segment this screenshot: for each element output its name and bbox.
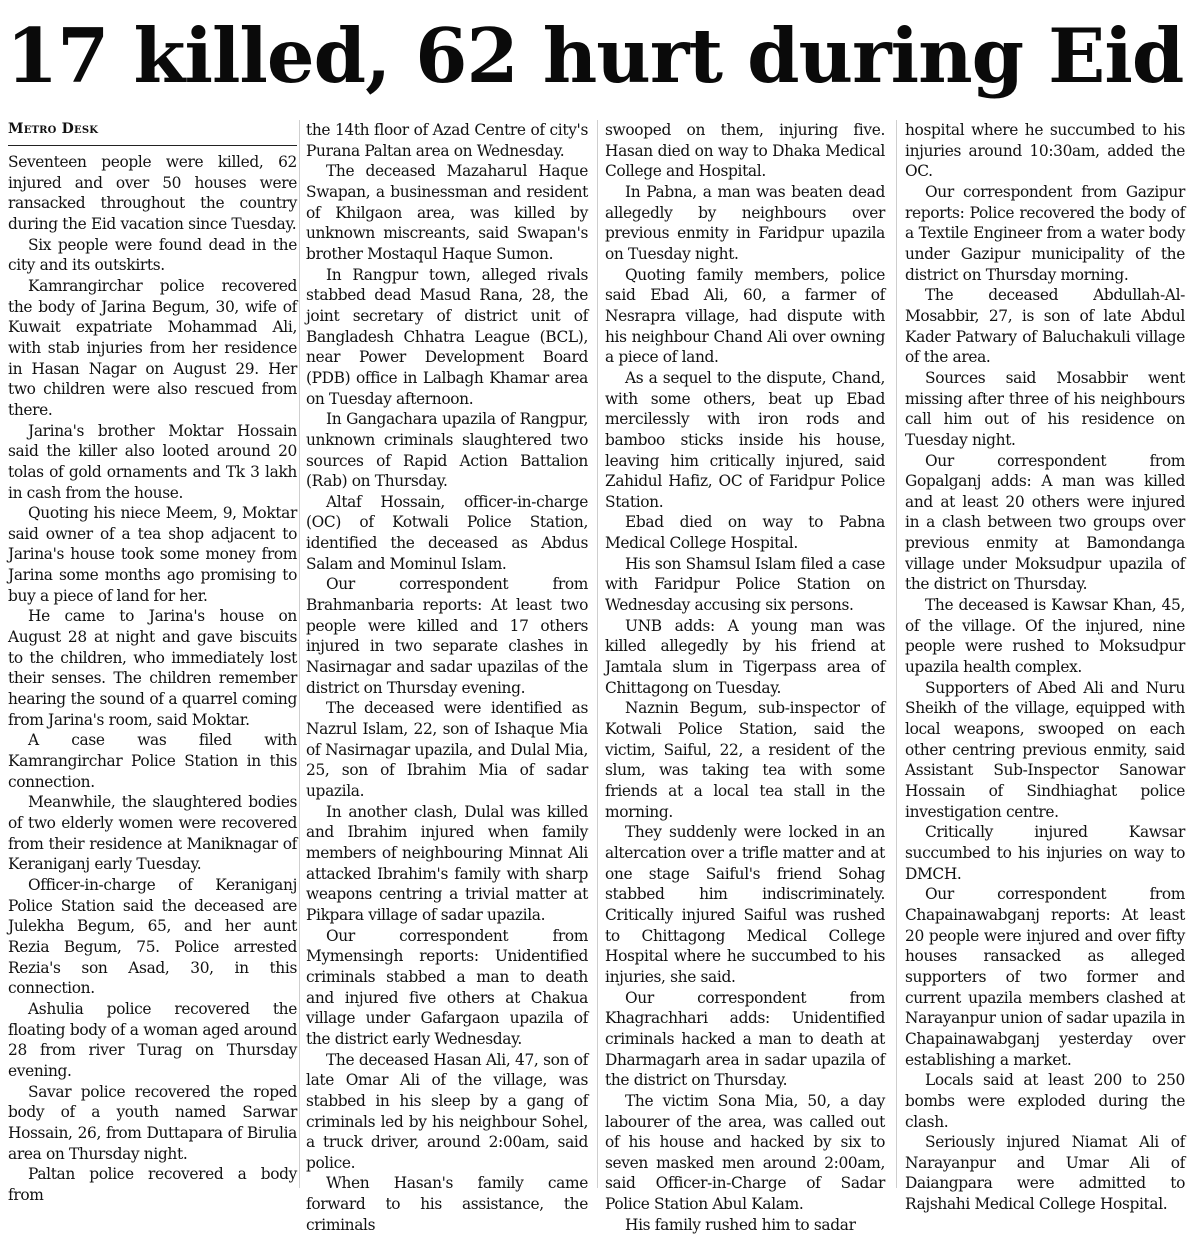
paragraph: Our correspondent from Khagrachhari adds: Unidentified criminals hacked a man to death at Dharmagarh area in sadar upazila of the district on Thursday. (605, 988, 885, 1090)
paragraph: Quoting his niece Meem, 9, Moktar said owner of a tea shop adjacent to Jarina's house took some money from Jarina some months ago promising to buy a piece of land for her. (8, 504, 297, 605)
paragraph: In Rangpur town, alleged rivals stabbed dead Masud Rana, 28, the joint secretary of district unit of Bangladesh Chhatra League (BCL), near Power Development Board (PDB) office in Lalbagh Khamar area on Tuesday afternoon. (306, 265, 588, 408)
paragraph: Our correspondent from Gazipur reports: Police recovered the body of a Textile Engineer from a water body under Gazipur municipality of the district on Thursday morning. (905, 182, 1185, 284)
article-column-2 (306, 120, 588, 1234)
paragraph: The victim Sona Mia, 50, a day labourer of the area, was called out of his house and hacked by six to seven masked men around 2:00am, said Officer-in-Charge of Sadar Police Station Abul Kalam. (605, 1091, 885, 1214)
paragraph: Six people were found dead in the city and its outskirts. (8, 235, 297, 275)
paragraph: His family rushed him to sadar (625, 1215, 856, 1234)
paragraph: swooped on them, injuring five. Hasan died on way to Dhaka Medical College and Hospital. (605, 121, 885, 181)
paragraph: Naznin Begum, sub-inspector of Kotwali Police Station, said the victim, Saiful, 22, a resident of the slum, was taking tea with some friends at a local tea stall in the morning. (605, 699, 885, 821)
paragraph: hospital where he succumbed to his injuries around 10:30am, added the OC. (905, 121, 1185, 181)
paragraph: The deceased Mazaharul Haque Swapan, a businessman and resident of Khilgaon area, was killed by unknown miscreants, said Swapan's brother Mostaqul Haque Sumon. (306, 162, 588, 263)
paragraph: The deceased Abdullah-Al-Mosabbir, 27, is son of late Abdul Kader Patwary of Baluchakuli village of the area. (905, 286, 1185, 367)
article-column-4 (905, 120, 1185, 1214)
paragraph: Seriously injured Niamat Ali of Narayanpur and Umar Ali of Daiangpara were admitted to Rajshahi Medical College Hospital. (905, 1133, 1185, 1214)
paragraph: Our correspondent from Chapainawabganj reports: At least 20 people were injured and over fifty houses ransacked as alleged supporters of two former and current upazila members clashed at Narayanpur union of sadar upazila in Chapainawabganj yesterday over establishing a market. (905, 885, 1185, 1069)
article-column-1 (8, 120, 297, 1204)
paragraph: He came to Jarina's house on August 28 at night and gave biscuits to the children, who immediately lost their senses. The children remember hearing the sound of a quarrel coming from Jarina's room, said Moktar. (8, 607, 297, 729)
paragraph: Locals said at least 200 to 250 bombs were exploded during the clash. (905, 1071, 1185, 1131)
paragraph: As a sequel to the dispute, Chand, with some others, beat up Ebad mercilessly with iron rods and bamboo sticks inside his house, leaving him critically injured, said Zahidul Hafiz, OC of Faridpur Police Station. (605, 368, 885, 511)
paragraph: His son Shamsul Islam filed a case with Faridpur Police Station on Wednesday accusing six persons. (605, 554, 885, 615)
paragraph: Quoting family members, police said Ebad Ali, 60, a farmer of Nesrapra village, had dispute with his neighbour Chand Ali over owning a piece of land. (605, 265, 885, 367)
column-divider (597, 120, 598, 1188)
paragraph: A case was filed with Kamrangirchar Police Station in this connection. (8, 731, 297, 791)
paragraph: Critically injured Kawsar succumbed to his injuries on way to DMCH. (905, 823, 1185, 883)
article-column-3 (605, 120, 885, 1234)
paragraph: the 14th floor of Azad Centre of city's Purana Paltan area on Wednesday. (306, 121, 588, 160)
paragraph: Our correspondent from Brahmanbaria reports: At least two people were killed and 17 others injured in two separate clashes in Nasirnagar and sadar upazilas of the district on Thursday evening. (306, 575, 588, 697)
headline: 17 killed, 62 hurt during Eid (6, 12, 1184, 100)
paragraph: Paltan police recovered a body from (8, 1165, 297, 1204)
paragraph: Meanwhile, the slaughtered bodies of two elderly women were recovered from their residence at Maniknagar of Keraniganj early Tuesday. (8, 793, 297, 874)
paragraph: Ebad died on way to Pabna Medical College Hospital. (605, 513, 885, 553)
paragraph: The deceased were identified as Nazrul Islam, 22, son of Ishaque Mia of Nasirnagar upazila, and Dulal Mia, 25, son of Ibrahim Mia of sadar upazila. (306, 699, 588, 800)
column-divider (896, 120, 897, 1188)
paragraph: They suddenly were locked in an altercation over a trifle matter and at one stage Saiful's friend Sohag stabbed him indiscriminately. Critically injured Saiful was rushed to Chittagong Medical College Hospital where he succumbed to his injuries, she said. (605, 823, 885, 986)
paragraph: In Pabna, a man was beaten dead allegedly by neighbours over previous enmity in Faridpur upazila on Tuesday night. (605, 182, 885, 263)
paragraph: Our correspondent from Gopalganj adds: A man was killed and at least 20 others were injured in a clash between two groups over previous enmity at Bamondanga village under Moksudpur upazila of the district on Thursday. (905, 451, 1185, 594)
paragraph: In Gangachara upazila of Rangpur, unknown criminals slaughtered two sources of Rapid Action Battalion (Rab) on Thursday. (306, 410, 588, 491)
column-divider (299, 120, 300, 1188)
paragraph: Ashulia police recovered the floating body of a woman aged around 28 from river Turag on Thursday evening. (8, 999, 297, 1080)
paragraph: Altaf Hossain, officer-in-charge (OC) of Kotwali Police Station, identified the deceased as Abdus Salam and Mominul Islam. (306, 492, 588, 573)
paragraph: When Hasan's family came forward to his assistance, the criminals (306, 1174, 588, 1234)
paragraph: Supporters of Abed Ali and Nuru Sheikh of the village, equipped with local weapons, swooped on each other centring previous enmity, said Assistant Sub-Inspector Sanowar Hossain of Sindhiaghat police investigation centre. (905, 678, 1185, 821)
paragraph: The deceased is Kawsar Khan, 45, of the village. Of the injured, nine people were rushed to Moksudpur upazila health complex. (905, 596, 1185, 677)
paragraph: In another clash, Dulal was killed and Ibrahim injured when family members of neighbouring Minnat Ali attacked Ibrahim's family with sharp weapons centring a trivial matter at Pikpara village of sadar upazila. (306, 802, 588, 924)
byline: Metro Desk (8, 120, 297, 146)
paragraph: Savar police recovered the roped body of a youth named Sarwar Hossain, 26, from Duttapara of Birulia area on Thursday night. (8, 1082, 297, 1163)
paragraph: Jarina's brother Moktar Hossain said the killer also looted around 20 tolas of gold ornaments and Tk 3 lakh in cash from the house. (8, 421, 297, 502)
paragraph: UNB adds: A young man was killed allegedly by his friend at Jamtala slum in Tigerpass area of Chittagong on Tuesday. (605, 616, 885, 697)
paragraph: Our correspondent from Mymensingh reports: Unidentified criminals stabbed a man to death and injured five others at Chakua village under Gafargaon upazila of the district early Wednesday. (306, 926, 588, 1048)
paragraph: The deceased Hasan Ali, 47, son of late Omar Ali of the village, was stabbed in his sleep by a gang of criminals led by his neighbour Sohel, a truck driver, around 2:00am, said police. (306, 1050, 588, 1172)
paragraph: Seventeen people were killed, 62 injured and over 50 houses were ransacked throughout the country during the Eid vacation since Tuesday. (8, 153, 297, 233)
paragraph: Officer-in-charge of Keraniganj Police Station said the deceased are Julekha Begum, 65, and her aunt Rezia Begum, 75. Police arrested Rezia's son Asad, 30, in this connection. (8, 875, 297, 998)
paragraph: Sources said Mosabbir went missing after three of his neighbours call him out of his residence on Tuesday night. (905, 368, 1185, 449)
paragraph: Kamrangirchar police recovered the body of Jarina Begum, 30, wife of Kuwait expatriate Mohammad Ali, with stab injuries from her residence in Hasan Nagar on August 29. Her two children were also rescued from there. (8, 276, 297, 419)
